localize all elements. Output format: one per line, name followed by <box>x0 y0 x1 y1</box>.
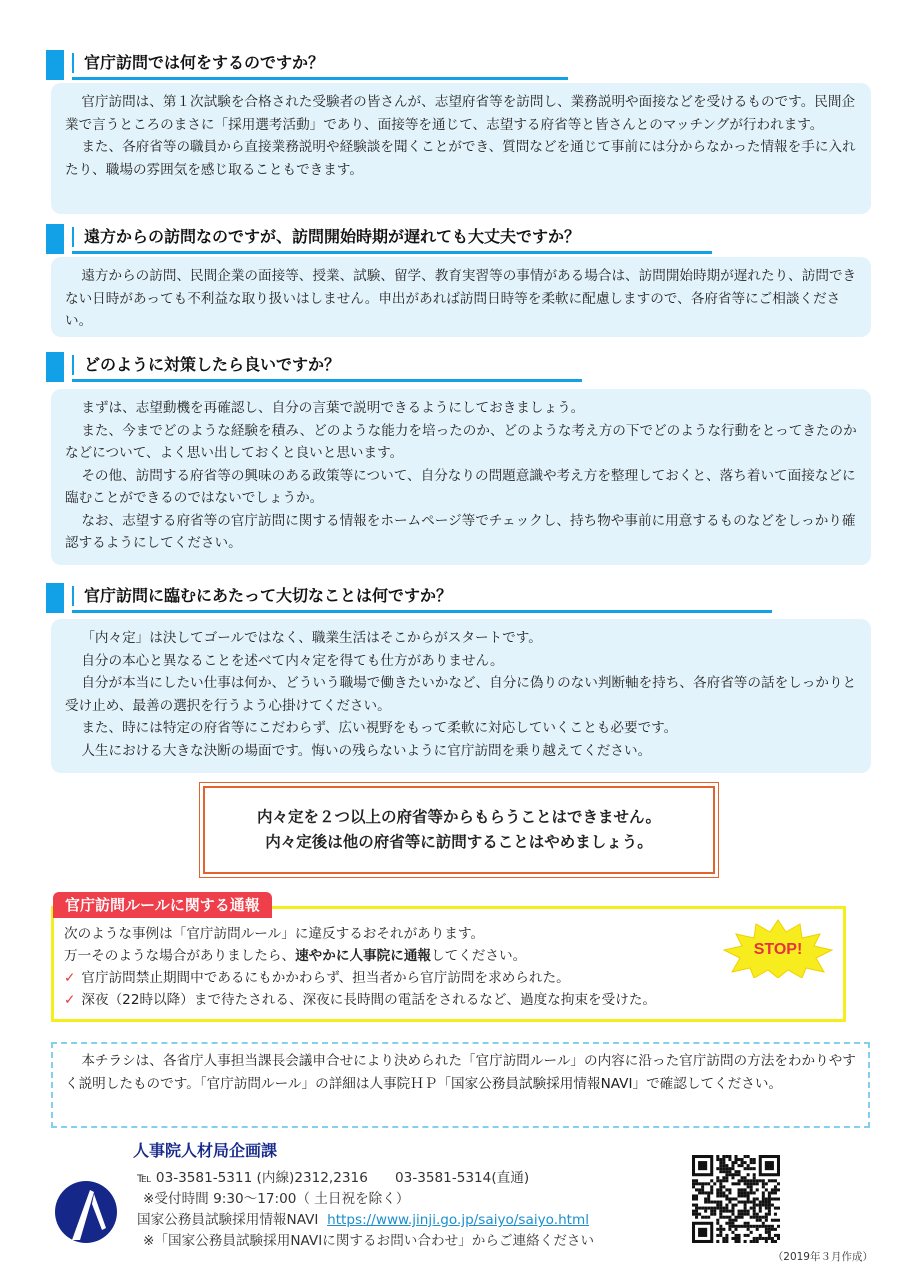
check-item: ✓ 深夜（22時以降）まで待たされる、深夜に長時間の電話をされるなど、過度な拘束を受けた。 <box>64 992 657 1008</box>
section-title: どのように対策したら良いですか？ <box>72 355 340 375</box>
check-item: ✓ 官庁訪問禁止期間中であるにもかかわらず、担当者から官庁訪問を求められた。 <box>64 970 570 986</box>
navi-line: 国家公務員試験採用情報NAVI https://www.jinji.go.jp/saiyo/saiyo.html <box>137 1212 590 1228</box>
stop-burst-icon <box>722 918 834 978</box>
section-body: 「内々定」は決してゴールではなく、職業生活はそこからがスタートです。 自分の本心と異なることを述べて内々定を得ても仕方がありません。 自分が本当にしたい仕事は何か、どういう職場で働きたいかなど、自分に偽りのない判断軸を持ち、各府省等の話をしっかりと受け止め、最善の選択を行うよう心掛けてください。 また、時には特定の府省等にこだわらず、広い視野をもって柔軟に対応していくことも必要です。 人生における大きな決断の場面です。悔いの残らないように官庁訪問を乗り越えてください。 <box>51 619 871 773</box>
creation-date: （2019年３月作成） <box>772 1251 873 1263</box>
rule-report-label: 官庁訪問ルールに関する通報 <box>53 892 272 918</box>
reception-hours: ※受付時間 9:30～17:00（ 土日祝を除く） <box>143 1191 410 1207</box>
notice-line: 内々定を２つ以上の府省等からもらうことはできません。 <box>257 808 661 826</box>
section-title: 官庁訪問では何をするのですか？ <box>72 53 324 73</box>
section-body: 遠方からの訪問、民間企業の面接等、授業、試験、留学、教育実習等の事情がある場合は、訪問開始時期が遅れたり、訪問できない日時があっても不利益な取り扱いはしません。申出があれば訪問日時等を柔軟に配慮しますので、各府省等にご相談ください。 <box>51 257 871 337</box>
section-body: 官庁訪問は、第１次試験を合格された受験者の皆さんが、志望府省等を訪問し、業務説明や面接などを受けるものです。民間企業で言うところのまさに「採用選考活動」であり、面接等を通じて、志望する府省等と皆さんとのマッチングが行われます。 また、各府省等の職員から直接業務説明や経験談を聞くことができ、質問などを通じて事前には分からなかった情報を手に入れたり、職場の雰囲気を感じ取ることもできます。 <box>51 83 871 214</box>
rule-report-box: 次のような事例は「官庁訪問ルール」に違反するおそれがあります。 万一そのような場合がありましたら、速やかに人事院に通報してください。 ✓ 官庁訪問禁止期間中であるにもかかわらず、担当者から官庁訪問を求められた。 ✓ 深夜（22時以降）まで待たされる、深夜に長時間の電話をされるなど、過度な拘束を受けた。 <box>51 906 846 1022</box>
check-icon: ✓ <box>64 992 76 1008</box>
section-body: まずは、志望動機を再確認し、自分の言葉で説明できるようにしておきましょう。 また、今までどのような経験を積み、どのような能力を培ったのか、どのような考え方の下でどのような行動をとってきたのかなどについて、よく思い出しておくと良いと思います。 その他、訪問する府省等の興味のある政策等について、自分なりの問題意識や考え方を整理しておくと、落ち着いて面接などに臨むことができるのではないでしょうか。 なお、志望する府省等の官庁訪問に関する情報をホームページ等でチェックし、持ち物や事前に用意するものなどをしっかり確認するようにしてください。 <box>51 389 871 565</box>
contact-phone: ℡ 03-3581-5311 (内線)2312,2316 03-3581-5314(直通) <box>137 1170 530 1186</box>
check-icon: ✓ <box>64 970 76 986</box>
notice-line: 内々定後は他の府省等に訪問することはやめましょう。 <box>265 833 653 851</box>
qr-code-icon[interactable] <box>692 1155 780 1243</box>
flyer-info-box: 本チラシは、各省庁人事担当課長会議申合せにより決められた「官庁訪問ルール」の内容に沿った官庁訪問の方法をわかりやすく説明したものです。「官庁訪問ルール」の詳細は人事院ＨＰ「国家公務員試験採用情報NAVI」で確認してください。 <box>51 1042 870 1128</box>
report-emphasis: 速やかに人事院に通報 <box>295 948 432 964</box>
organization-name: 人事院人材局企画課 <box>133 1141 278 1160</box>
navi-link[interactable]: https://www.jinji.go.jp/saiyo/saiyo.html <box>327 1212 590 1228</box>
important-notice <box>203 786 715 874</box>
section-title: 官庁訪問に臨むにあたって大切なことは何ですか？ <box>72 586 452 606</box>
stop-label: STOP! <box>753 941 803 958</box>
section-title: 遠方からの訪問なのですが、訪問開始時期が遅れても大丈夫ですか？ <box>72 227 580 247</box>
inquiry-note: ※「国家公務員試験採用NAVIに関するお問い合わせ」からご連絡ください <box>143 1233 595 1249</box>
jinji-logo-icon <box>54 1180 118 1244</box>
